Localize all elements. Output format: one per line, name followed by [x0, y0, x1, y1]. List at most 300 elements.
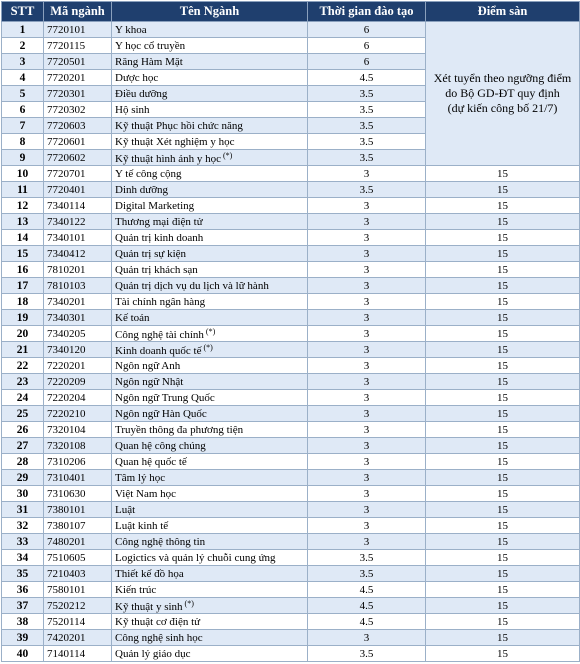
cell-stt: [2, 550, 44, 566]
cell-ten-nganh-text: Ngôn ngữ Hàn Quốc: [115, 407, 207, 420]
cell-thoi-gian: [308, 294, 426, 310]
cell-ma-nganh-text: 7720501: [47, 55, 86, 68]
cell-thoi-gian: [308, 70, 426, 86]
cell-ma-nganh: [44, 118, 112, 134]
cell-ten-nganh: [112, 230, 308, 246]
cell-diem-san: [426, 358, 580, 374]
cell-ma-nganh-text: 7320104: [47, 423, 86, 436]
table-row: [2, 166, 580, 182]
cell-ma-nganh-text: 7320108: [47, 439, 86, 452]
cell-diem-san: [426, 182, 580, 198]
cell-ten-nganh: [112, 310, 308, 326]
cell-ten-nganh-text: Kỹ thuật Xét nghiệm y học: [115, 135, 235, 148]
cell-thoi-gian-text: 3: [363, 231, 370, 244]
cell-ma-nganh-text: 7220204: [47, 391, 86, 404]
cell-thoi-gian: [308, 310, 426, 326]
cell-thoi-gian-text: 3.5: [359, 135, 374, 148]
cell-ma-nganh: [44, 550, 112, 566]
cell-thoi-gian-text: 3: [363, 423, 370, 436]
cell-thoi-gian: [308, 374, 426, 390]
cell-ma-nganh-text: 7720201: [47, 71, 86, 84]
cell-diem-san: [426, 582, 580, 598]
cell-thoi-gian: [308, 150, 426, 166]
cell-thoi-gian: [308, 214, 426, 230]
cell-ten-nganh: [112, 262, 308, 278]
cell-stt-text: 20: [16, 327, 29, 340]
cell-stt-text: 19: [16, 311, 29, 324]
cell-stt: [2, 406, 44, 422]
cell-ma-nganh: [44, 134, 112, 150]
cell-ma-nganh: [44, 70, 112, 86]
cell-diem-san: [426, 342, 580, 358]
cell-diem-san-text: 15: [497, 295, 508, 308]
cell-ten-nganh-text: Quản lý giáo dục: [115, 647, 191, 660]
note-line: (dự kiến công bố 21/7): [447, 101, 558, 115]
cell-stt: [2, 486, 44, 502]
cell-stt-text: 8: [19, 135, 26, 148]
cell-ten-nganh: [112, 102, 308, 118]
cell-thoi-gian-text: 6: [363, 55, 370, 68]
cell-diem-san-text: 15: [497, 615, 508, 628]
table-row: [2, 438, 580, 454]
cell-ten-nganh-text: Tâm lý học: [115, 471, 166, 484]
cell-thoi-gian-text: 3: [363, 535, 370, 548]
cell-ten-nganh-text: Răng Hàm Mặt: [115, 55, 183, 68]
cell-ma-nganh-text: 7220210: [47, 407, 86, 420]
cell-ten-nganh: [112, 470, 308, 486]
cell-thoi-gian: [308, 342, 426, 358]
cell-ten-nganh-text: Tài chính ngân hàng: [115, 295, 206, 308]
cell-ten-nganh-text: Quản trị kinh doanh: [115, 231, 204, 244]
cell-thoi-gian: [308, 86, 426, 102]
cell-thoi-gian-text: 3: [363, 215, 370, 228]
cell-ten-nganh: [112, 326, 308, 342]
cell-ma-nganh: [44, 390, 112, 406]
cell-thoi-gian: [308, 406, 426, 422]
cell-ten-nganh-text: Logictics và quản lý chuỗi cung ứng: [115, 551, 276, 564]
cell-ten-nganh: [112, 358, 308, 374]
cell-stt-text: 11: [17, 183, 28, 196]
cell-stt-text: 9: [19, 151, 26, 164]
cell-ma-nganh-text: 7720601: [47, 135, 86, 148]
cell-thoi-gian-text: 3: [363, 295, 370, 308]
cell-diem-san-text: 15: [497, 327, 508, 340]
cell-diem-san: [426, 166, 580, 182]
cell-ma-nganh-text: 7580101: [47, 583, 86, 596]
cell-stt: [2, 38, 44, 54]
header-ma-nganh: Mã ngành: [44, 2, 112, 22]
cell-diem-san: [426, 422, 580, 438]
cell-stt-text: 40: [16, 647, 29, 660]
cell-diem-san-text: 15: [497, 551, 508, 564]
cell-ten-nganh: [112, 118, 308, 134]
table-row: [2, 582, 580, 598]
cell-diem-san: [426, 278, 580, 294]
cell-stt-text: 6: [19, 103, 26, 116]
cell-thoi-gian: [308, 598, 426, 614]
cell-stt: [2, 342, 44, 358]
cell-stt: [2, 374, 44, 390]
cell-thoi-gian-text: 3: [363, 167, 370, 180]
cell-ma-nganh: [44, 230, 112, 246]
cell-ma-nganh-text: 7310206: [47, 455, 86, 468]
cell-ma-nganh: [44, 646, 112, 662]
cell-ten-nganh-text: Kế toán: [115, 311, 150, 324]
note-line: Xét tuyển theo ngưỡng điểm: [433, 71, 572, 85]
cell-ma-nganh: [44, 38, 112, 54]
cell-ten-nganh-text: Điều dưỡng: [115, 87, 168, 100]
cell-thoi-gian: [308, 502, 426, 518]
table-row: [2, 390, 580, 406]
cell-diem-san: [426, 550, 580, 566]
cell-ten-nganh: [112, 54, 308, 70]
cell-thoi-gian-text: 3: [363, 359, 370, 372]
cell-ten-nganh: [112, 486, 308, 502]
cell-stt-text: 21: [16, 343, 29, 356]
cell-diem-san-text: 15: [497, 631, 508, 644]
cell-ten-nganh: [112, 294, 308, 310]
cell-stt-text: 35: [16, 567, 29, 580]
cell-stt: [2, 454, 44, 470]
cell-ten-nganh: [112, 454, 308, 470]
cell-diem-san: [426, 294, 580, 310]
cell-ma-nganh: [44, 422, 112, 438]
cell-ma-nganh: [44, 470, 112, 486]
cell-thoi-gian: [308, 54, 426, 70]
table-row: [2, 614, 580, 630]
cell-ten-nganh-text: Kỹ thuật Phục hồi chức năng: [115, 119, 243, 132]
table-row: [2, 502, 580, 518]
cell-ten-nganh: [112, 246, 308, 262]
cell-ten-nganh: [112, 86, 308, 102]
cell-thoi-gian: [308, 278, 426, 294]
table-row: [2, 486, 580, 502]
cell-ma-nganh: [44, 374, 112, 390]
cell-ten-nganh: [112, 374, 308, 390]
table-row: [2, 518, 580, 534]
header-diem-san: Điểm sàn: [426, 2, 580, 22]
cell-thoi-gian: [308, 630, 426, 646]
cell-diem-san: [426, 390, 580, 406]
cell-ten-nganh: [112, 502, 308, 518]
cell-diem-san-text: 15: [497, 471, 508, 484]
table-row: [2, 534, 580, 550]
cell-ma-nganh: [44, 198, 112, 214]
cell-stt-text: 3: [19, 55, 26, 68]
cell-diem-san: [426, 518, 580, 534]
cell-ma-nganh: [44, 454, 112, 470]
cell-stt: [2, 54, 44, 70]
table-header: [2, 2, 580, 22]
cell-stt: [2, 278, 44, 294]
cell-diem-san-text: 15: [497, 535, 508, 548]
cell-stt-text: 38: [16, 615, 29, 628]
cell-stt: [2, 646, 44, 662]
cell-stt: [2, 70, 44, 86]
cell-diem-san-text: 15: [497, 455, 508, 468]
cell-thoi-gian: [308, 22, 426, 38]
cell-ma-nganh: [44, 486, 112, 502]
cell-ten-nganh-text: Dược học: [115, 71, 159, 84]
cell-ten-nganh-text: Thiết kế đồ họa: [115, 567, 184, 580]
cell-diem-san: [426, 438, 580, 454]
cell-thoi-gian-text: 3: [363, 519, 370, 532]
merged-threshold-note: [426, 22, 580, 166]
cell-ten-nganh-text: Ngôn ngữ Anh: [115, 359, 181, 372]
cell-ten-nganh: [112, 134, 308, 150]
cell-diem-san-text: 15: [497, 279, 508, 292]
cell-stt-text: 2: [19, 39, 26, 52]
cell-stt-text: 39: [16, 631, 29, 644]
cell-diem-san-text: 15: [497, 199, 508, 212]
cell-diem-san-text: 15: [497, 375, 508, 388]
cell-diem-san-text: 15: [497, 263, 508, 276]
cell-ten-nganh: [112, 198, 308, 214]
table-row: [2, 422, 580, 438]
cell-ma-nganh-text: 7340301: [47, 311, 86, 324]
cell-ma-nganh: [44, 518, 112, 534]
table-row: [2, 246, 580, 262]
cell-thoi-gian: [308, 262, 426, 278]
cell-thoi-gian: [308, 454, 426, 470]
footnote-mark: (*): [184, 598, 194, 608]
cell-diem-san-text: 15: [497, 647, 508, 660]
cell-ten-nganh-text: Hộ sinh: [115, 103, 150, 116]
cell-stt-text: 13: [16, 215, 29, 228]
cell-thoi-gian: [308, 134, 426, 150]
cell-ten-nganh-text: Y tế công cộng: [115, 167, 182, 180]
cell-thoi-gian: [308, 246, 426, 262]
cell-stt: [2, 598, 44, 614]
cell-thoi-gian: [308, 550, 426, 566]
cell-ma-nganh-text: 7520212: [47, 599, 86, 612]
table-row: [2, 358, 580, 374]
cell-ten-nganh: [112, 566, 308, 582]
cell-ma-nganh-text: 7810103: [47, 279, 86, 292]
cell-ten-nganh-text: Truyền thông đa phương tiện: [115, 423, 244, 436]
cell-ten-nganh-text: Ngôn ngữ Trung Quốc: [115, 391, 215, 404]
cell-ten-nganh: [112, 214, 308, 230]
cell-diem-san-text: 15: [497, 487, 508, 500]
cell-thoi-gian-text: 3: [363, 391, 370, 404]
cell-stt: [2, 630, 44, 646]
cell-stt: [2, 22, 44, 38]
cell-diem-san-text: 15: [497, 583, 508, 596]
cell-diem-san: [426, 262, 580, 278]
cell-thoi-gian-text: 3: [363, 343, 370, 356]
cell-ma-nganh: [44, 358, 112, 374]
cell-stt-text: 16: [16, 263, 29, 276]
cell-stt-text: 32: [16, 519, 29, 532]
cell-diem-san: [426, 230, 580, 246]
cell-thoi-gian-text: 3: [363, 247, 370, 260]
cell-stt-text: 26: [16, 423, 29, 436]
cell-stt-text: 10: [16, 167, 29, 180]
cell-stt-text: 27: [16, 439, 29, 452]
cell-diem-san-text: 15: [497, 391, 508, 404]
cell-diem-san-text: 15: [497, 343, 508, 356]
table-row: [2, 470, 580, 486]
cell-ma-nganh: [44, 166, 112, 182]
cell-ma-nganh-text: 7520114: [47, 615, 86, 628]
cell-stt: [2, 134, 44, 150]
cell-ten-nganh: [112, 534, 308, 550]
cell-ma-nganh: [44, 182, 112, 198]
cell-stt-text: 5: [19, 87, 26, 100]
cell-diem-san-text: 15: [497, 599, 508, 612]
cell-ma-nganh: [44, 214, 112, 230]
cell-ten-nganh-text: Quan hệ quốc tế: [115, 455, 187, 468]
cell-ten-nganh-text: Y học cổ truyền: [115, 39, 186, 52]
cell-ma-nganh-text: 7810201: [47, 263, 86, 276]
cell-stt: [2, 390, 44, 406]
cell-ma-nganh-text: 7720301: [47, 87, 86, 100]
cell-stt: [2, 198, 44, 214]
header-stt: STT: [2, 2, 44, 22]
cell-stt-text: 25: [16, 407, 29, 420]
cell-diem-san: [426, 566, 580, 582]
cell-thoi-gian: [308, 486, 426, 502]
header-thoi-gian: Thời gian đào tạo: [308, 2, 426, 22]
cell-ten-nganh-text: Ngôn ngữ Nhật: [115, 375, 184, 388]
cell-ma-nganh: [44, 566, 112, 582]
cell-thoi-gian-text: 3: [363, 279, 370, 292]
cell-thoi-gian-text: 3.5: [359, 183, 374, 196]
cell-ma-nganh-text: 7340201: [47, 295, 86, 308]
cell-stt-text: 33: [16, 535, 29, 548]
cell-diem-san-text: 15: [497, 183, 508, 196]
cell-diem-san: [426, 406, 580, 422]
cell-ten-nganh: [112, 22, 308, 38]
cell-ten-nganh: [112, 646, 308, 662]
cell-ma-nganh: [44, 278, 112, 294]
cell-ma-nganh-text: 7720602: [47, 151, 86, 164]
cell-ma-nganh: [44, 150, 112, 166]
table-row: [2, 310, 580, 326]
table-row: [2, 566, 580, 582]
cell-stt-text: 15: [16, 247, 29, 260]
cell-stt: [2, 358, 44, 374]
cell-ten-nganh-text: Kiến trúc: [115, 583, 157, 596]
cell-thoi-gian-text: 4.5: [359, 599, 374, 612]
cell-thoi-gian: [308, 614, 426, 630]
cell-ma-nganh-text: 7720701: [47, 167, 86, 180]
cell-diem-san-text: 15: [497, 567, 508, 580]
cell-ten-nganh-text: Quản trị khách sạn: [115, 263, 198, 276]
cell-ten-nganh: [112, 582, 308, 598]
cell-ten-nganh-text: Quản trị dịch vụ du lịch và lữ hành: [115, 279, 269, 292]
cell-thoi-gian-text: 3: [363, 263, 370, 276]
cell-ten-nganh-text: Digital Marketing: [115, 199, 195, 212]
cell-stt: [2, 614, 44, 630]
cell-diem-san: [426, 598, 580, 614]
cell-thoi-gian: [308, 534, 426, 550]
cell-ma-nganh-text: 7720101: [47, 23, 86, 36]
cell-ma-nganh: [44, 86, 112, 102]
cell-ma-nganh-text: 7720603: [47, 119, 86, 132]
cell-thoi-gian: [308, 358, 426, 374]
cell-ma-nganh: [44, 630, 112, 646]
cell-ten-nganh: [112, 598, 308, 614]
cell-stt-text: 34: [16, 551, 29, 564]
cell-stt: [2, 310, 44, 326]
cell-ma-nganh-text: 7420201: [47, 631, 86, 644]
cell-diem-san: [426, 470, 580, 486]
cell-stt: [2, 294, 44, 310]
cell-stt: [2, 182, 44, 198]
cell-stt-text: 24: [16, 391, 29, 404]
cell-ten-nganh: [112, 422, 308, 438]
cell-stt: [2, 86, 44, 102]
cell-ten-nganh-text: Việt Nam học: [115, 487, 177, 500]
cell-ma-nganh-text: 7340122: [47, 215, 86, 228]
cell-thoi-gian: [308, 566, 426, 582]
cell-stt-text: 22: [16, 359, 29, 372]
cell-stt: [2, 150, 44, 166]
cell-ma-nganh: [44, 246, 112, 262]
cell-stt-text: 23: [16, 375, 29, 388]
cell-thoi-gian: [308, 38, 426, 54]
cell-thoi-gian: [308, 438, 426, 454]
cell-ma-nganh: [44, 310, 112, 326]
cell-thoi-gian-text: 6: [363, 23, 370, 36]
table-row: [2, 214, 580, 230]
cell-thoi-gian-text: 3: [363, 375, 370, 388]
cell-thoi-gian: [308, 470, 426, 486]
cell-thoi-gian-text: 3.5: [359, 103, 374, 116]
cell-ma-nganh: [44, 54, 112, 70]
cell-ma-nganh-text: 7340114: [47, 199, 86, 212]
footnote-mark: (*): [205, 326, 216, 336]
cell-diem-san-text: 15: [497, 423, 508, 436]
footnote-mark: (*): [223, 150, 233, 160]
cell-thoi-gian: [308, 182, 426, 198]
cell-ma-nganh-text: 7510605: [47, 551, 86, 564]
cell-ma-nganh-text: 7310630: [47, 487, 86, 500]
cell-diem-san: [426, 614, 580, 630]
cell-ten-nganh-text: Quản trị sự kiện: [115, 247, 187, 260]
cell-ten-nganh: [112, 614, 308, 630]
cell-thoi-gian: [308, 326, 426, 342]
cell-thoi-gian-text: 3: [363, 631, 370, 644]
cell-thoi-gian-text: 3.5: [359, 647, 374, 660]
cell-stt: [2, 166, 44, 182]
cell-diem-san-text: 15: [497, 359, 508, 372]
cell-ten-nganh: [112, 182, 308, 198]
cell-diem-san-text: 15: [497, 407, 508, 420]
cell-thoi-gian-text: 3.5: [359, 151, 374, 164]
cell-diem-san: [426, 246, 580, 262]
cell-diem-san-text: 15: [497, 439, 508, 452]
cell-diem-san: [426, 630, 580, 646]
cell-ten-nganh: [112, 278, 308, 294]
table-row: [2, 182, 580, 198]
cell-ma-nganh-text: 7220201: [47, 359, 86, 372]
cell-diem-san-text: 15: [497, 215, 508, 228]
cell-thoi-gian: [308, 118, 426, 134]
cell-ten-nganh-text: Y khoa: [115, 23, 147, 36]
cell-thoi-gian-text: 3: [363, 455, 370, 468]
cell-ma-nganh-text: 7380107: [47, 519, 86, 532]
cell-stt-text: 29: [16, 471, 29, 484]
cell-stt: [2, 502, 44, 518]
cell-thoi-gian-text: 3: [363, 199, 370, 212]
cell-stt: [2, 518, 44, 534]
cell-diem-san: [426, 534, 580, 550]
cell-diem-san-text: 15: [497, 247, 508, 260]
cell-thoi-gian: [308, 102, 426, 118]
cell-diem-san: [426, 454, 580, 470]
